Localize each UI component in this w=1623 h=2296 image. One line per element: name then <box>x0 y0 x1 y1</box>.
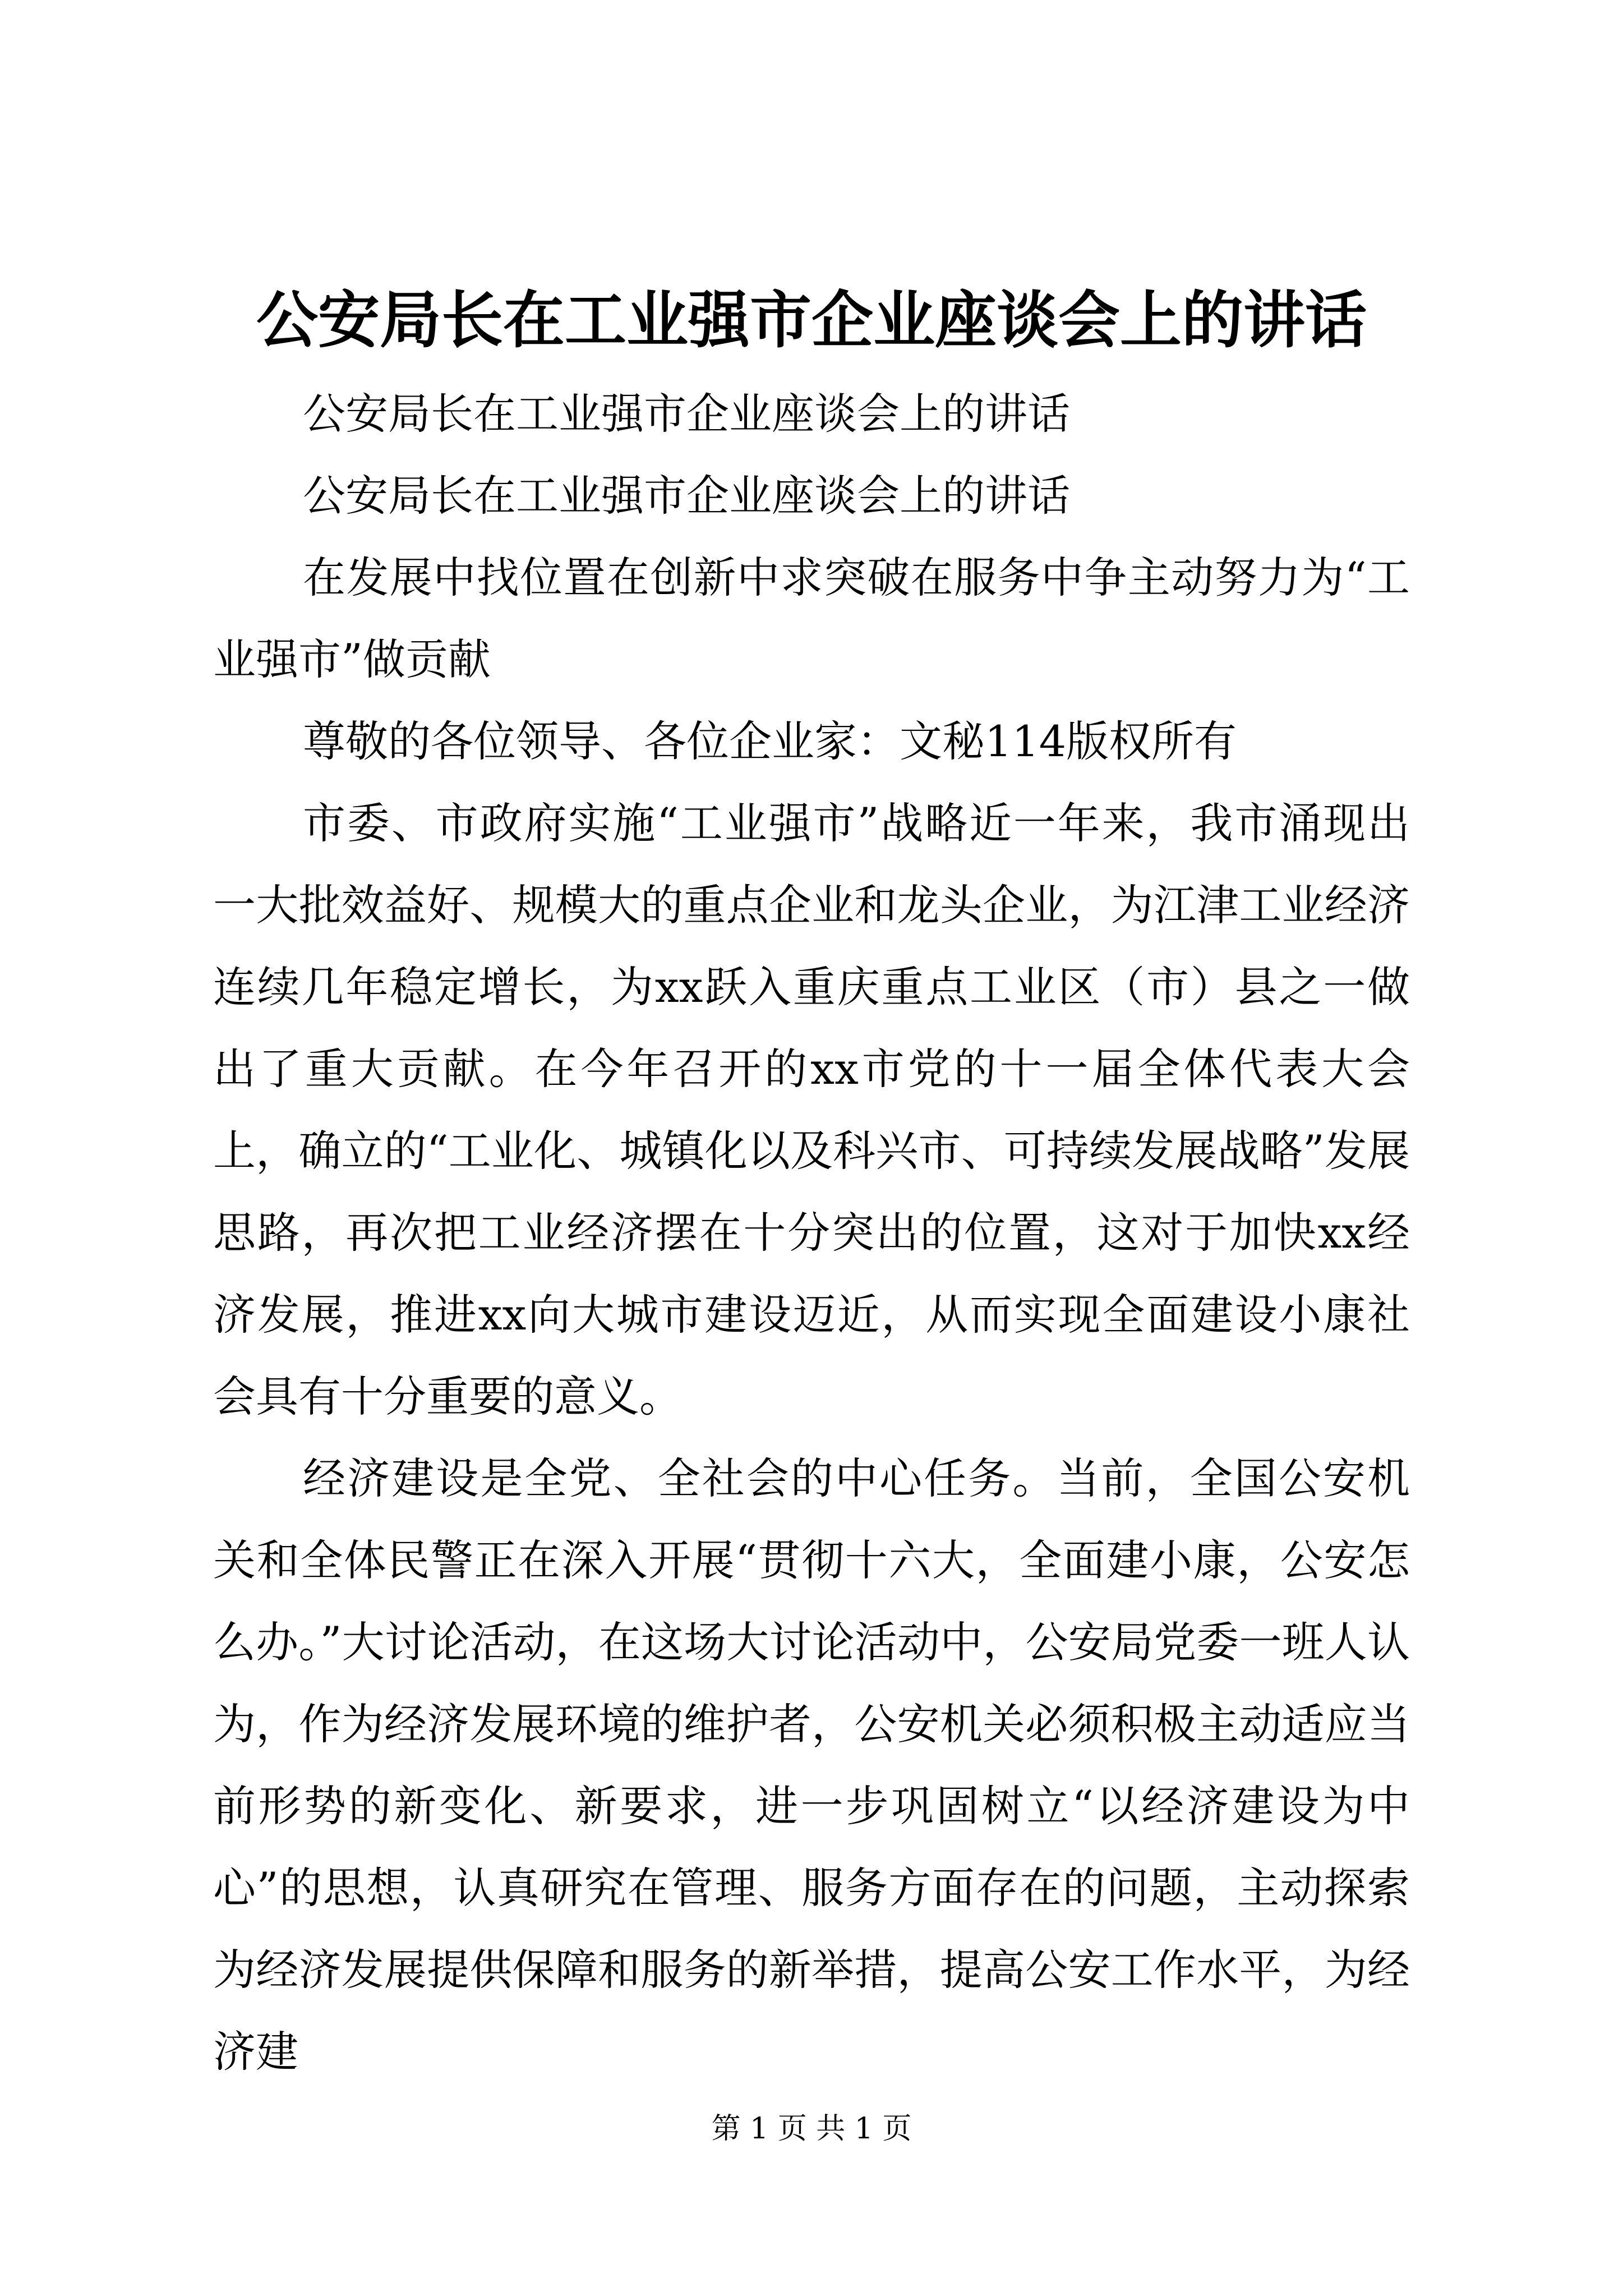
paragraph-body-1: 市委、市政府实施“工业强市”战略近一年来，我市涌现出一大批效益好、规模大的重点企业和龙头企业，为江津工业经济连续几年稳定增长，为xx跃入重庆重点工业区（市）县之一做出了重大贡献。在今年召开的xx市党的十一届全体代表大会上，确立的“工业化、城镇化以及科兴市、可持续发展战略”发展思路，再次把工业经济摆在十分突出的位置，这对于加快xx经济发展，推进xx向大城市建设迈近，从而实现全面建设小康社会具有十分重要的意义。 <box>213 798 1410 1421</box>
document-title: 公安局长在工业强市企业座谈会上的讲话 <box>256 284 1367 356</box>
paragraph-subtitle-2: 公安局长在工业强市企业座谈会上的讲话 <box>303 471 1070 521</box>
paragraph-subtitle-1: 公安局长在工业强市企业座谈会上的讲话 <box>303 389 1070 439</box>
paragraph-headline: 在发展中找位置在创新中求突破在服务中争主动努力为“工业强市”做贡献 <box>213 553 1410 684</box>
page-footer: 第 1 页 共 1 页 <box>711 2112 912 2146</box>
paragraph-body-2: 经济建设是全党、全社会的中心任务。当前，全国公安机关和全体民警正在深入开展“贯彻十六大，全面建小康，公安怎么办。”大讨论活动，在这场大讨论活动中，公安局党委一班人认为，作为经济发展环境的维护者，公安机关必须积极主动适应当前形势的新变化、新要求，进一步巩固树立“以经济建设为中心”的思想，认真研究在管理、服务方面存在的问题，主动探索为经济发展提供保障和服务的新举措，提高公安工作水平，为经济建 <box>213 1453 1410 2077</box>
paragraph-salutation: 尊敬的各位领导、各位企业家：文秘114版权所有 <box>303 716 1237 766</box>
document-body <box>213 373 1410 2093</box>
